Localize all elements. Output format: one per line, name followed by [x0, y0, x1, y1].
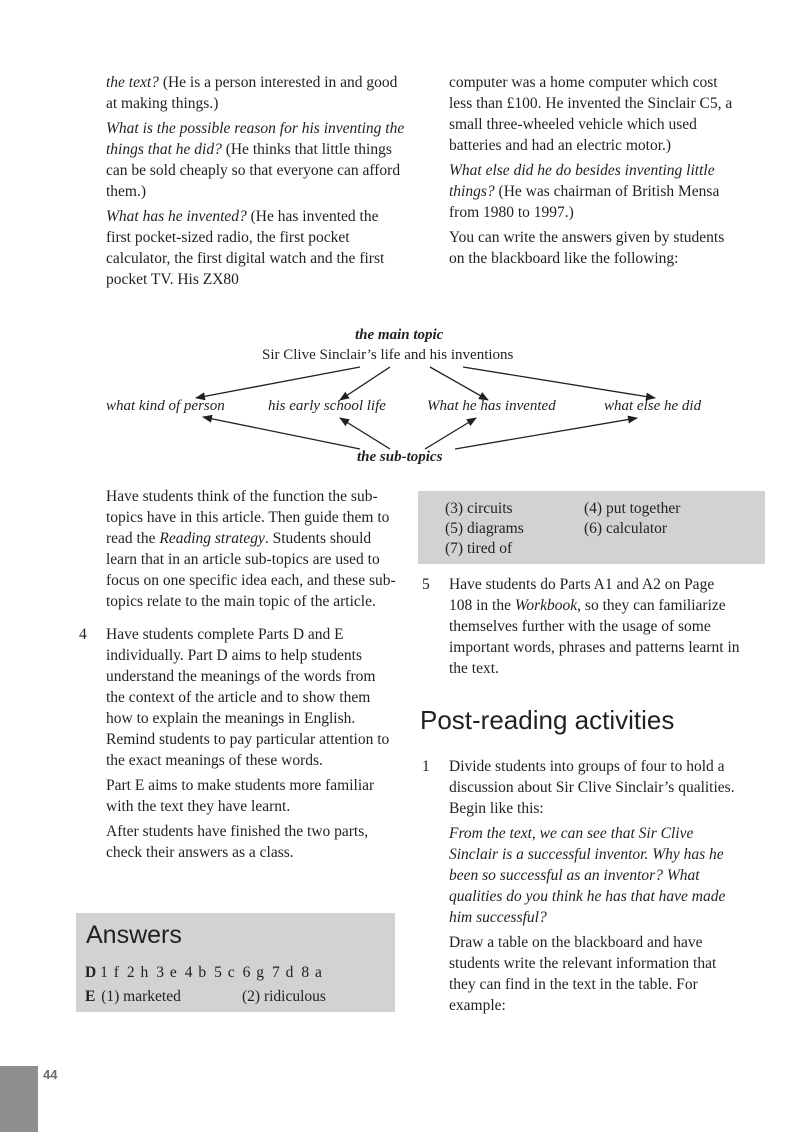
answers-continued-box — [418, 491, 765, 564]
arrow-main-to-person — [196, 367, 360, 398]
arrow-sub-to-school — [340, 418, 390, 449]
answers-e-row — [85, 986, 326, 1007]
numbered-item-1 — [422, 756, 741, 819]
right-column-bottom — [422, 574, 741, 679]
main-topic-label: the main topic — [355, 327, 444, 343]
text-part: Have students think of the function the sub-topics have in this article. Then guide them to read the — [106, 488, 390, 547]
arrow-main-to-invented — [430, 367, 488, 400]
answer-d-item: 3 e — [156, 964, 178, 981]
diagram-arrows — [0, 0, 800, 480]
paragraph-continuation: computer was a home computer which cost less than £100. He invented the Sinclair C5, a small three-wheeled vehicle which used batteries and had an electric motor.) — [449, 74, 733, 154]
discussion-prompt: From the text, we can see that Sir Clive Sinclair is a successful inventor. Why has he been so successful as an inventor? What qualities do you think he has that have made him successful? — [449, 825, 726, 926]
right-column-post-reading — [422, 756, 741, 1016]
post-reading-heading: Post-reading activities — [420, 705, 675, 735]
question-text: What else did he do besides inventing little things? — [449, 162, 715, 200]
numbered-item-4 — [79, 624, 396, 771]
numbered-item-5 — [422, 574, 741, 679]
arrow-sub-to-else — [455, 418, 637, 449]
paragraph-check-answers: After students have finished the two parts, check their answers as a class. — [106, 823, 369, 861]
answer-text: (He has invented the first pocket-sized radio, the first pocket calculator, the first digital watch and the first pocket TV. His ZX80 — [106, 208, 385, 288]
sub-topic-school: his early school life — [268, 398, 386, 414]
arrow-sub-to-invented — [425, 418, 476, 449]
arrow-main-to-school — [340, 367, 390, 400]
answers-d-label: D — [85, 964, 97, 981]
text-part: , so they can familiarize themselves further with the usage of some important words, phrases and patterns learnt in the text. — [449, 597, 740, 677]
answers-title: Answers — [86, 921, 182, 949]
paragraph-part-e: Part E aims to make students more familiar with the text they have learnt. — [106, 777, 375, 815]
item-number: 5 — [422, 576, 430, 593]
answer-e4: (4) put together — [584, 500, 681, 517]
item-text: Divide students into groups of four to hold a discussion about Sir Clive Sinclair’s qualities. Begin like this: — [449, 758, 735, 817]
workbook-ref: Workbook — [514, 597, 578, 614]
sub-topic-else: what else he did — [604, 398, 702, 414]
answer-e6: (6) calculator — [584, 520, 668, 537]
answers-e-label: E — [85, 988, 96, 1005]
answer-text: (He thinks that little things can be sold cheaply so that everyone can afford them.) — [106, 141, 401, 200]
answer-e3: (3) circuits — [445, 500, 513, 517]
item-text: Have students complete Parts D and E individually. Part D aims to help students understand the meanings of the words from the context of the article and to show them how to explain the meanings in English. Remind students to pay particular attention to the exact meanings of these words. — [106, 626, 390, 769]
answers-d-row — [85, 962, 330, 983]
page-edge-strip — [0, 1066, 38, 1132]
item-number: 1 — [422, 758, 430, 775]
main-topic: Sir Clive Sinclair’s life and his inventions — [262, 347, 514, 363]
arrow-main-to-else — [463, 367, 655, 398]
paragraph-table-instruction: Draw a table on the blackboard and have students write the relevant information that they can find in the text in the table. For example: — [449, 934, 717, 1014]
answer-d-item: 1 f — [100, 964, 120, 981]
question-text: What has he invented? — [106, 208, 247, 225]
answer-d-item: 6 g — [242, 964, 266, 981]
answer-d-item: 4 b — [184, 964, 208, 981]
paragraph-sub-topics-function — [106, 486, 396, 612]
answer-text: (He was chairman of British Mensa from 1980 to 1997.) — [449, 183, 720, 221]
answers-d-items — [100, 964, 330, 981]
answer-e7: (7) tired of — [445, 540, 513, 557]
reading-strategy-ref: Reading strategy — [159, 530, 265, 547]
text-part: Have students do Parts A1 and A2 on Page 108 in the — [449, 576, 715, 614]
item-number: 4 — [79, 626, 87, 643]
question-text: What is the possible reason for his inventing the things that he did? — [106, 120, 405, 158]
answer-d-item: 5 c — [214, 964, 236, 981]
item-text — [449, 574, 741, 679]
answer-text: (He is a person interested in and good at making things.) — [106, 74, 398, 112]
answer-e5: (5) diagrams — [445, 520, 524, 537]
sub-topic-invented: What he has invented — [427, 398, 556, 414]
sub-topics-label: the sub-topics — [357, 449, 443, 465]
answer-d-item: 2 h — [126, 964, 150, 981]
sub-topic-person: what kind of person — [106, 398, 225, 414]
answer-e1: (1) marketed — [101, 988, 181, 1005]
paragraph-blackboard-instruction: You can write the answers given by students on the blackboard like the following: — [449, 229, 725, 267]
answer-d-item: 7 d — [272, 964, 295, 981]
answer-d-item: 8 a — [301, 964, 323, 981]
left-column-bottom — [79, 486, 396, 863]
answer-e2: (2) ridiculous — [242, 988, 326, 1005]
page-number: 44 — [43, 1067, 58, 1082]
arrow-sub-to-person — [203, 417, 360, 449]
answers-box — [76, 913, 395, 1012]
question-text: the text? — [106, 74, 159, 91]
text-part: . Students should learn that in an article sub-topics are used to focus on one specific idea each, and these sub-topics relate to the main topic of the article. — [106, 530, 396, 610]
